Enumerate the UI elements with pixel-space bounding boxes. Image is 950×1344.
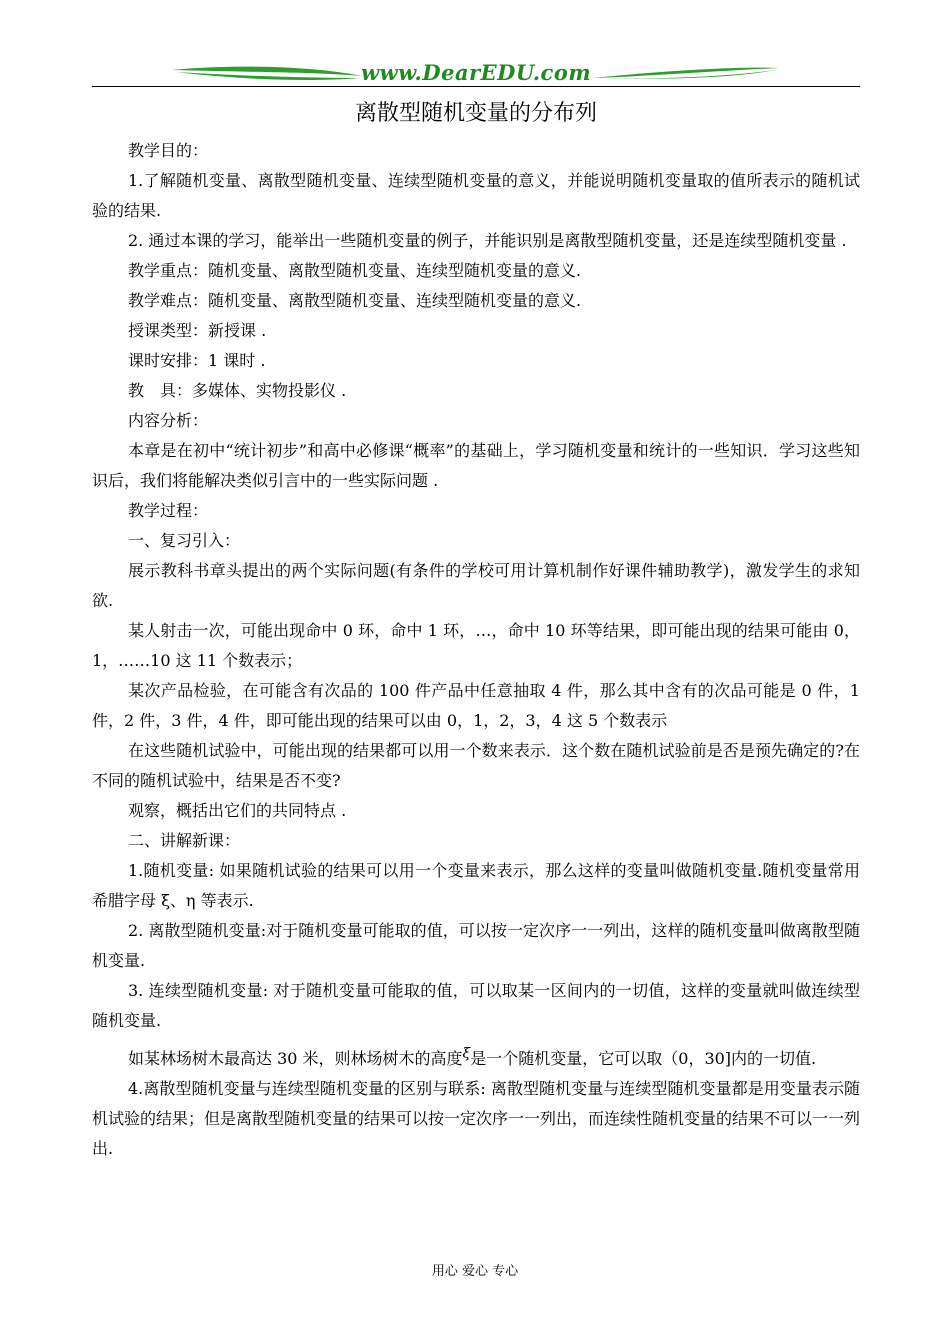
paragraph: 本章是在初中“统计初步”和高中必修课“概率”的基础上，学习随机变量和统计的一些知识．学习这些知识后，我们将能解决类似引言中的一些实际问题 . [92, 441, 860, 490]
page-footer: 用心 爱心 专心 [431, 1264, 519, 1279]
paragraph: 教学过程： [128, 501, 209, 520]
site-header [92, 58, 860, 94]
header-rule [92, 86, 860, 87]
paragraph: 内容分析： [128, 411, 209, 430]
page-title: 离散型随机变量的分布列 [354, 101, 597, 126]
paragraph: 二、讲解新课： [128, 831, 241, 850]
paragraph: 教学重点：随机变量、离散型随机变量、连续型随机变量的意义. [128, 261, 582, 280]
paragraph: 某次产品检验，在可能含有次品的 100 件产品中任意抽取 4 件，那么其中含有的次品可能是 0 件，1 件，2 件，3 件，4 件，即可能出现的结果可以由 0，1，2，3，4 这 5 个数表示 [92, 681, 860, 730]
paragraph: 课时安排：1 课时 . [128, 351, 266, 370]
xi-symbol: ξ [462, 1045, 471, 1062]
paragraph-with-symbol [92, 1044, 860, 1074]
paragraph: 1.了解随机变量、离散型随机变量、连续型随机变量的意义，并能说明随机变量取的值所表示的随机试验的结果. [92, 171, 860, 220]
paragraph: 观察，概括出它们的共同特点 . [128, 801, 347, 820]
paragraph: 授课类型：新授课 . [128, 321, 267, 340]
paragraph: 2. 通过本课的学习，能举出一些随机变量的例子，并能识别是离散型随机变量，还是连续型随机变量 . [128, 231, 847, 250]
site-url: www.DearEDU.com [360, 60, 592, 85]
paragraph: 在这些随机试验中，可能出现的结果都可以用一个数来表示．这个数在随机试验前是否是预先确定的?在不同的随机试验中，结果是否不变? [92, 741, 860, 790]
paragraph: 教学目的： [128, 141, 209, 160]
text-segment: 如某林场树木最高达 30 米，则林场树木的高度 [128, 1049, 463, 1068]
text-segment: 是一个随机变量，它可以取（0，30]内的一切值. [470, 1049, 817, 1068]
paragraph: 教 具：多媒体、实物投影仪 . [128, 381, 347, 400]
document-body [92, 136, 860, 1164]
paragraph: 3. 连续型随机变量: 对于随机变量可能取的值，可以取某一区间内的一切值，这样的变量就叫做连续型随机变量. [92, 981, 860, 1030]
paragraph: 教学难点：随机变量、离散型随机变量、连续型随机变量的意义. [128, 291, 582, 310]
paragraph: 2. 离散型随机变量:对于随机变量可能取的值，可以按一定次序一一列出，这样的随机变量叫做离散型随机变量. [92, 921, 860, 970]
paragraph: 4.离散型随机变量与连续型随机变量的区别与联系: 离散型随机变量与连续型随机变量都是用变量表示随机试验的结果；但是离散型随机变量的结果可以按一定次序一一列出，而连续性随机变量的结果不可以一一列出. [92, 1079, 861, 1158]
paragraph: 展示教科书章头提出的两个实际问题(有条件的学校可用计算机制作好课件辅助教学)，激发学生的求知欲. [92, 561, 860, 610]
paragraph: 某人射击一次，可能出现命中 0 环，命中 1 环，…，命中 10 环等结果，即可能出现的结果可能由 0，1，……10 这 11 个数表示； [92, 621, 860, 670]
paragraph: 1.随机变量: 如果随机试验的结果可以用一个变量来表示，那么这样的变量叫做随机变量.随机变量常用希腊字母 ξ、η 等表示. [92, 861, 860, 910]
paragraph: 一、复习引入： [128, 531, 241, 550]
